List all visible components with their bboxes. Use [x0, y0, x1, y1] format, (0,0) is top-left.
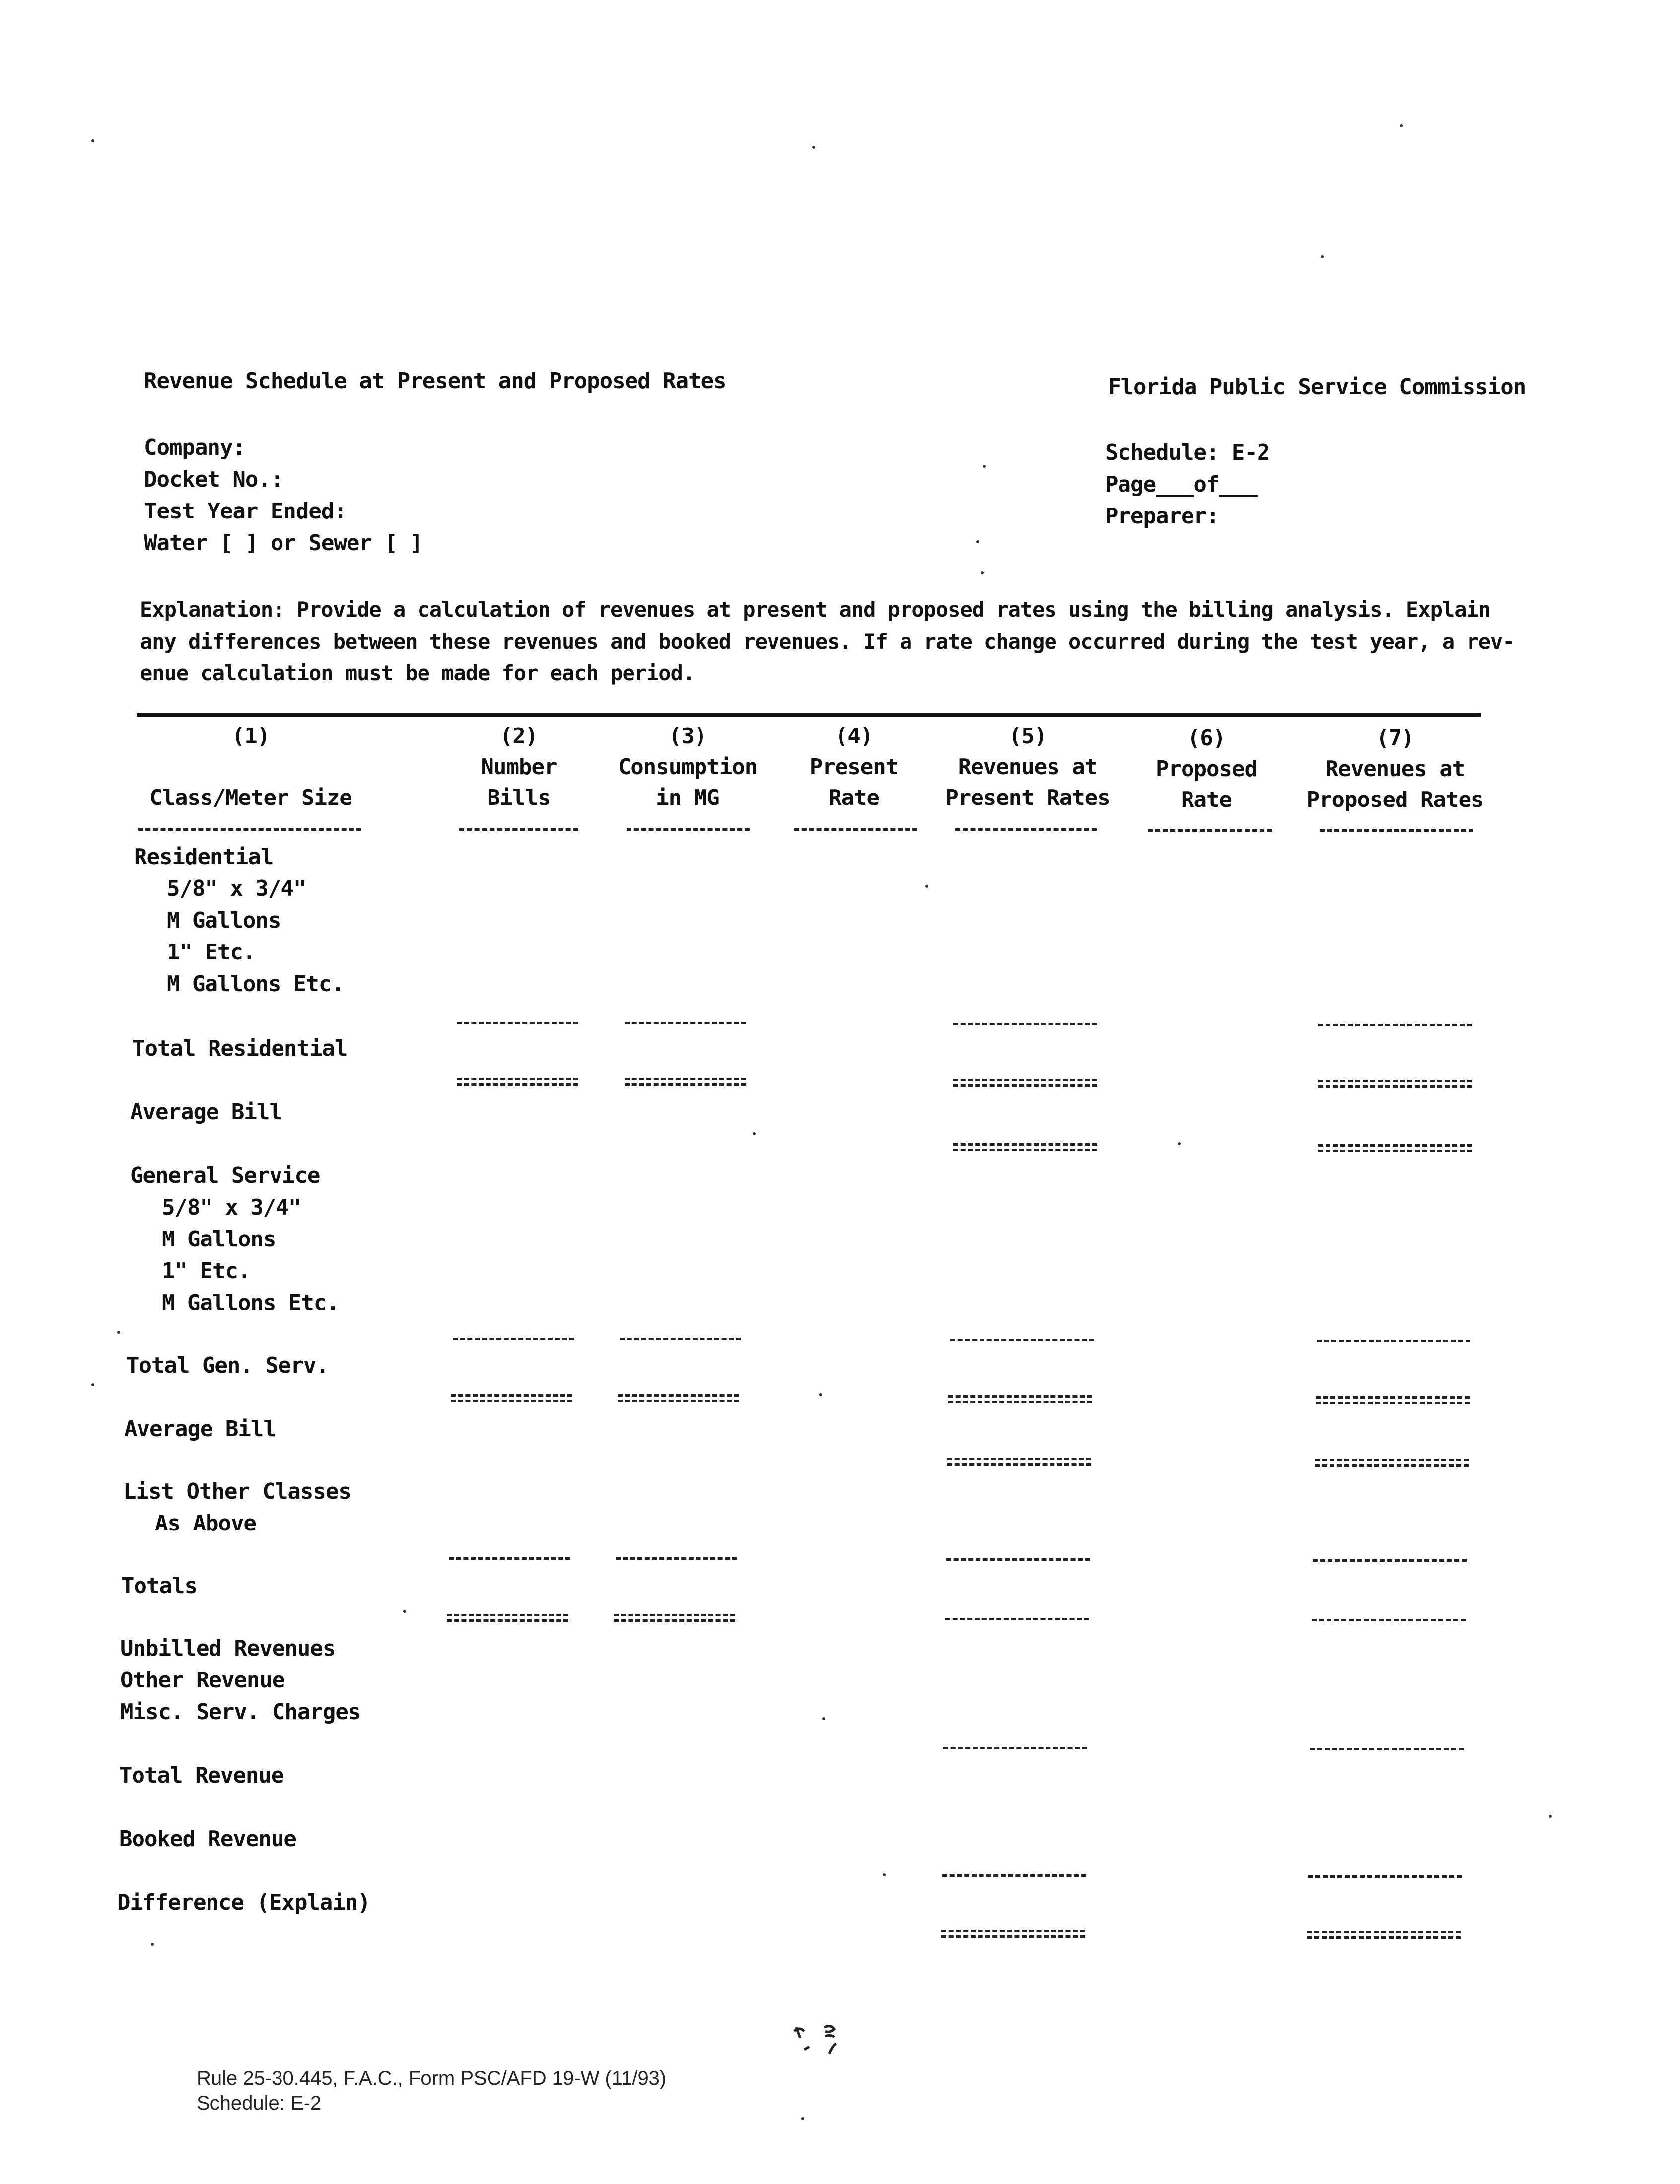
company-label: Company: — [144, 435, 245, 460]
column-header-7 — [1291, 723, 1499, 815]
row-as-above: As Above — [155, 1511, 256, 1536]
column-header-7-line2: Proposed Rates — [1306, 787, 1484, 812]
column-number-7: (7) — [1376, 726, 1414, 751]
res-subtotal-line-3 — [625, 1022, 746, 1024]
preparer-label: Preparer: — [1105, 504, 1219, 529]
header-rule — [137, 713, 1481, 717]
row-list-other-classes: List Other Classes — [123, 1479, 351, 1504]
other-subtotal-line-3 — [616, 1557, 737, 1560]
res-subtotal-line-7 — [1318, 1024, 1472, 1026]
explanation-line-3: enue calculation must be made for each period. — [140, 661, 695, 685]
row-res-mgallons-etc: M Gallons Etc. — [167, 971, 344, 997]
scan-speck — [801, 2117, 804, 2120]
form-title: Revenue Schedule at Present and Proposed Rates — [144, 368, 726, 394]
column-header-2 — [437, 721, 601, 813]
scan-speck — [883, 1873, 886, 1876]
gen-subtotal-line-5 — [950, 1339, 1094, 1341]
docket-label: Docket No.: — [144, 467, 283, 492]
scan-speck — [976, 540, 979, 543]
gen-subtotal-line-2 — [453, 1338, 574, 1340]
column-header-6-line2: Rate — [1181, 787, 1232, 812]
explanation — [140, 594, 1515, 689]
scan-speck — [819, 1393, 822, 1396]
row-res-1-etc: 1" Etc. — [167, 940, 256, 965]
column-header-6-line1: Proposed — [1156, 756, 1257, 782]
explanation-line-1: Explanation: Provide a calculation of revenues at present and proposed rates using the billing analysis. Explain — [140, 597, 1491, 622]
gen-total-double-2 — [451, 1394, 572, 1402]
misc-line-5 — [943, 1747, 1087, 1749]
row-difference-explain: Difference (Explain) — [117, 1890, 370, 1915]
footer-schedule: Schedule: E-2 — [197, 2092, 322, 2114]
totals-double-2 — [447, 1614, 568, 1622]
row-total-revenue: Total Revenue — [119, 1763, 284, 1788]
res-total-double-3 — [625, 1078, 746, 1086]
booked-line-5 — [942, 1874, 1086, 1877]
difference-double-7 — [1307, 1931, 1461, 1939]
row-gen-mgallons: M Gallons — [162, 1227, 276, 1252]
row-total-general-service: Total Gen. Serv. — [126, 1353, 329, 1378]
res-subtotal-line-2 — [457, 1022, 578, 1024]
column-header-2-line2: Bills — [487, 785, 551, 810]
column-header-6 — [1132, 723, 1281, 815]
column-header-7-line1: Revenues at — [1325, 756, 1465, 782]
column-number-6: (6) — [1187, 726, 1226, 751]
column-header-3 — [606, 721, 770, 813]
column-number-2: (2) — [499, 724, 538, 749]
column-header-4-line1: Present — [809, 754, 899, 780]
row-residential: Residential — [134, 844, 274, 870]
row-res-mgallons: M Gallons — [167, 908, 281, 933]
scan-speck — [151, 1943, 154, 1946]
scan-speck — [1549, 1815, 1552, 1818]
column-header-3-line2: in MG — [656, 785, 719, 810]
scan-speck — [822, 1717, 825, 1720]
res-total-double-7 — [1318, 1080, 1472, 1088]
scan-speck — [1321, 255, 1324, 258]
column-header-5-line1: Revenues at — [958, 754, 1098, 780]
test-year-label: Test Year Ended: — [144, 499, 347, 524]
underline-col-5 — [955, 828, 1097, 831]
underline-col-1 — [138, 828, 361, 831]
footer — [197, 2066, 666, 2115]
gen-total-double-5 — [948, 1395, 1092, 1403]
schedule-block — [1105, 437, 1269, 532]
row-gen-5-8: 5/8" x 3/4" — [162, 1195, 301, 1220]
other-subtotal-line-2 — [449, 1557, 570, 1560]
gen-subtotal-line-3 — [620, 1338, 741, 1340]
totals-line-5 — [945, 1618, 1089, 1620]
row-other-revenue: Other Revenue — [120, 1668, 285, 1693]
res-subtotal-line-5 — [953, 1023, 1097, 1025]
column-header-4 — [779, 721, 928, 813]
gen-total-double-3 — [618, 1394, 739, 1402]
row-total-residential: Total Residential — [132, 1036, 348, 1061]
res-avg-double-5 — [953, 1143, 1097, 1151]
scan-speck — [753, 1132, 756, 1135]
agency-name: Florida Public Service Commission — [1108, 374, 1526, 400]
column-header-1 — [134, 721, 367, 813]
scan-speck — [812, 146, 815, 149]
row-unbilled-revenues: Unbilled Revenues — [120, 1636, 336, 1661]
scan-speck — [981, 571, 984, 574]
column-number-1: (1) — [231, 724, 270, 749]
totals-double-3 — [614, 1614, 735, 1622]
column-header-3-line1: Consumption — [618, 754, 758, 780]
column-header-5-line2: Present Rates — [945, 785, 1110, 810]
gen-subtotal-line-7 — [1317, 1340, 1470, 1342]
scan-speck — [983, 465, 986, 468]
other-subtotal-line-7 — [1313, 1559, 1467, 1562]
scan-speck — [91, 1383, 94, 1386]
company-block — [144, 432, 422, 559]
underline-col-4 — [794, 828, 917, 831]
column-number-5: (5) — [1008, 724, 1047, 749]
water-sewer-checkboxes: Water [ ] or Sewer [ ] — [144, 530, 422, 556]
row-gen-1-etc: 1" Etc. — [162, 1258, 251, 1284]
column-number-4: (4) — [835, 724, 873, 749]
res-total-double-2 — [457, 1078, 578, 1086]
page-label: Page___of___ — [1105, 472, 1257, 497]
row-gen-mgallons-etc: M Gallons Etc. — [162, 1290, 339, 1315]
scan-speck — [117, 1331, 120, 1334]
scan-speck — [403, 1610, 406, 1613]
handwritten-mark — [789, 2021, 859, 2061]
scan-speck — [1178, 1142, 1181, 1145]
other-subtotal-line-5 — [946, 1558, 1090, 1561]
scan-speck — [91, 139, 94, 142]
gen-avg-double-7 — [1315, 1459, 1469, 1467]
schedule-label: Schedule: E-2 — [1105, 440, 1270, 465]
res-total-double-5 — [953, 1079, 1097, 1087]
row-average-bill-residential: Average Bill — [130, 1099, 282, 1125]
row-booked-revenue: Booked Revenue — [119, 1826, 296, 1852]
scan-speck — [1400, 124, 1403, 127]
row-res-5-8: 5/8" x 3/4" — [167, 876, 306, 901]
totals-line-7 — [1312, 1619, 1466, 1621]
row-general-service: General Service — [130, 1163, 320, 1188]
column-header-1-line2: Class/Meter Size — [149, 785, 352, 810]
underline-col-7 — [1320, 829, 1473, 832]
row-totals: Totals — [121, 1573, 197, 1599]
res-avg-double-7 — [1318, 1144, 1472, 1152]
footer-rule: Rule 25-30.445, F.A.C., Form PSC/AFD 19-W (11/93) — [197, 2067, 667, 2089]
row-average-bill-general: Average Bill — [124, 1416, 276, 1442]
column-header-2-line1: Number — [481, 754, 557, 780]
explanation-line-2: any differences between these revenues and booked revenues. If a rate change occurred during the test year, a rev- — [140, 629, 1515, 654]
difference-double-5 — [941, 1930, 1085, 1938]
gen-total-double-7 — [1316, 1396, 1470, 1404]
gen-avg-double-5 — [947, 1458, 1091, 1466]
scan-speck — [925, 885, 928, 888]
column-number-3: (3) — [668, 724, 707, 749]
underline-col-6 — [1148, 829, 1272, 832]
column-header-5 — [933, 721, 1122, 813]
column-header-1-line1 — [134, 752, 367, 783]
underline-col-2 — [459, 828, 578, 831]
misc-line-7 — [1310, 1748, 1464, 1750]
booked-line-7 — [1308, 1875, 1462, 1878]
column-header-4-line2: Rate — [829, 785, 879, 810]
row-misc-service-charges: Misc. Serv. Charges — [120, 1699, 361, 1725]
underline-col-3 — [627, 828, 750, 831]
